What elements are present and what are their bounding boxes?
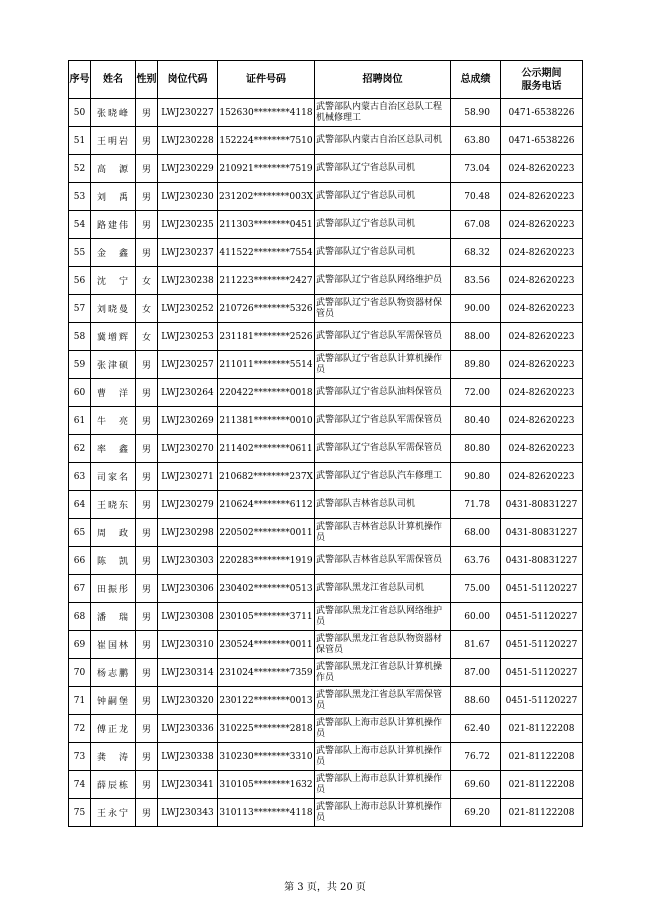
cell-id-number: 211402********0611	[218, 435, 315, 463]
table-row	[69, 379, 583, 407]
cell-name: 王明岩	[91, 127, 136, 155]
cell-id-number: 211011********5514	[218, 351, 315, 379]
cell-id-number: 310225********2818	[218, 715, 315, 743]
table-row	[69, 295, 583, 323]
header-score: 总成绩	[451, 61, 501, 99]
cell-post: 武警部队辽宁省总队司机	[315, 183, 451, 211]
cell-post-code: LWJ230229	[158, 155, 218, 183]
cell-score: 90.80	[451, 463, 501, 491]
cell-post-code: LWJ230314	[158, 659, 218, 687]
cell-post: 武警部队辽宁省总队汽车修理工	[315, 463, 451, 491]
cell-no: 73	[69, 743, 91, 771]
cell-name: 率鑫	[91, 435, 136, 463]
cell-post-code: LWJ230238	[158, 267, 218, 295]
cell-phone: 0451-51120227	[501, 603, 583, 631]
cell-name: 张晓峰	[91, 99, 136, 127]
cell-no: 72	[69, 715, 91, 743]
header-no: 序号	[69, 61, 91, 99]
table-row	[69, 127, 583, 155]
cell-id-number: 231024********7359	[218, 659, 315, 687]
table-row	[69, 743, 583, 771]
cell-gender: 女	[136, 267, 158, 295]
cell-post-code: LWJ230306	[158, 575, 218, 603]
header-post: 招聘岗位	[315, 61, 451, 99]
cell-id-number: 310113********4118	[218, 799, 315, 827]
cell-no: 59	[69, 351, 91, 379]
cell-no: 55	[69, 239, 91, 267]
cell-gender: 男	[136, 575, 158, 603]
cell-score: 69.60	[451, 771, 501, 799]
cell-score: 87.00	[451, 659, 501, 687]
cell-score: 68.32	[451, 239, 501, 267]
cell-score: 89.80	[451, 351, 501, 379]
cell-phone: 024-82620223	[501, 407, 583, 435]
cell-no: 51	[69, 127, 91, 155]
table-row	[69, 267, 583, 295]
cell-post-code: LWJ230298	[158, 519, 218, 547]
cell-id-number: 210726********5326	[218, 295, 315, 323]
cell-id-number: 220422********0018	[218, 379, 315, 407]
cell-no: 62	[69, 435, 91, 463]
table-row	[69, 547, 583, 575]
header-row	[69, 61, 583, 99]
cell-score: 62.40	[451, 715, 501, 743]
header-phone: 公示期间 服务电话	[501, 61, 583, 99]
cell-name: 高源	[91, 155, 136, 183]
cell-phone: 024-82620223	[501, 267, 583, 295]
cell-post-code: LWJ230310	[158, 631, 218, 659]
cell-post: 武警部队辽宁省总队司机	[315, 211, 451, 239]
cell-id-number: 230122********0013	[218, 687, 315, 715]
cell-name: 傅正龙	[91, 715, 136, 743]
cell-id-number: 310105********1632	[218, 771, 315, 799]
cell-gender: 男	[136, 603, 158, 631]
cell-post-code: LWJ230320	[158, 687, 218, 715]
cell-gender: 男	[136, 491, 158, 519]
table-row	[69, 687, 583, 715]
cell-name: 王永宁	[91, 799, 136, 827]
cell-no: 67	[69, 575, 91, 603]
table-row	[69, 183, 583, 211]
results-table	[68, 60, 583, 827]
cell-name: 曹洋	[91, 379, 136, 407]
cell-no: 69	[69, 631, 91, 659]
cell-no: 50	[69, 99, 91, 127]
cell-no: 71	[69, 687, 91, 715]
cell-post-code: LWJ230308	[158, 603, 218, 631]
cell-name: 陈凯	[91, 547, 136, 575]
cell-score: 71.78	[451, 491, 501, 519]
cell-id-number: 211223********2427	[218, 267, 315, 295]
table-row	[69, 771, 583, 799]
table-row	[69, 491, 583, 519]
table-row	[69, 99, 583, 127]
header-name: 姓名	[91, 61, 136, 99]
cell-name: 司家名	[91, 463, 136, 491]
cell-name: 沈宁	[91, 267, 136, 295]
cell-name: 潘瑞	[91, 603, 136, 631]
cell-score: 67.08	[451, 211, 501, 239]
table-row	[69, 155, 583, 183]
cell-gender: 女	[136, 323, 158, 351]
cell-post-code: LWJ230270	[158, 435, 218, 463]
cell-gender: 男	[136, 519, 158, 547]
page-footer: 第 3 页，共 20 页	[284, 882, 366, 893]
cell-post: 武警部队辽宁省总队军需保管员	[315, 323, 451, 351]
cell-score: 70.48	[451, 183, 501, 211]
cell-score: 69.20	[451, 799, 501, 827]
cell-no: 53	[69, 183, 91, 211]
cell-id-number: 220283********1919	[218, 547, 315, 575]
cell-id-number: 152630********4118	[218, 99, 315, 127]
cell-phone: 021-81122208	[501, 743, 583, 771]
cell-post: 武警部队黑龙江省总队司机	[315, 575, 451, 603]
cell-name: 刘禹	[91, 183, 136, 211]
cell-no: 61	[69, 407, 91, 435]
cell-id-number: 411522********7554	[218, 239, 315, 267]
cell-post: 武警部队辽宁省总队军需保管员	[315, 435, 451, 463]
cell-score: 68.00	[451, 519, 501, 547]
cell-post-code: LWJ230264	[158, 379, 218, 407]
cell-no: 52	[69, 155, 91, 183]
cell-post-code: LWJ230336	[158, 715, 218, 743]
cell-no: 74	[69, 771, 91, 799]
cell-phone: 024-82620223	[501, 183, 583, 211]
cell-post: 武警部队吉林省总队军需保管员	[315, 547, 451, 575]
cell-post-code: LWJ230235	[158, 211, 218, 239]
cell-score: 90.00	[451, 295, 501, 323]
cell-gender: 男	[136, 407, 158, 435]
cell-id-number: 210624********6112	[218, 491, 315, 519]
cell-id-number: 152224********7510	[218, 127, 315, 155]
cell-gender: 女	[136, 295, 158, 323]
cell-score: 76.72	[451, 743, 501, 771]
cell-no: 58	[69, 323, 91, 351]
cell-score: 72.00	[451, 379, 501, 407]
cell-name: 刘晓曼	[91, 295, 136, 323]
cell-score: 88.60	[451, 687, 501, 715]
table-row	[69, 575, 583, 603]
table-row	[69, 519, 583, 547]
cell-post: 武警部队辽宁省总队网络维护员	[315, 267, 451, 295]
cell-post-code: LWJ230253	[158, 323, 218, 351]
cell-post-code: LWJ230252	[158, 295, 218, 323]
cell-name: 金鑫	[91, 239, 136, 267]
cell-gender: 男	[136, 379, 158, 407]
cell-phone: 021-81122208	[501, 771, 583, 799]
cell-no: 56	[69, 267, 91, 295]
cell-post: 武警部队上海市总队计算机操作员	[315, 715, 451, 743]
cell-phone: 0431-80831227	[501, 491, 583, 519]
cell-post-code: LWJ230228	[158, 127, 218, 155]
cell-post: 武警部队黑龙江省总队军需保管员	[315, 687, 451, 715]
cell-post-code: LWJ230279	[158, 491, 218, 519]
cell-post-code: LWJ230257	[158, 351, 218, 379]
cell-post-code: LWJ230227	[158, 99, 218, 127]
cell-gender: 男	[136, 631, 158, 659]
cell-post-code: LWJ230303	[158, 547, 218, 575]
cell-name: 冀增辉	[91, 323, 136, 351]
cell-post-code: LWJ230343	[158, 799, 218, 827]
cell-phone: 024-82620223	[501, 295, 583, 323]
cell-score: 83.56	[451, 267, 501, 295]
cell-gender: 男	[136, 687, 158, 715]
cell-id-number: 231202********003X	[218, 183, 315, 211]
cell-post: 武警部队辽宁省总队司机	[315, 239, 451, 267]
cell-post-code: LWJ230237	[158, 239, 218, 267]
cell-post: 武警部队黑龙江省总队物资器材保管员	[315, 631, 451, 659]
table-row	[69, 407, 583, 435]
cell-no: 60	[69, 379, 91, 407]
cell-post: 武警部队黑龙江省总队网络维护员	[315, 603, 451, 631]
table-row	[69, 659, 583, 687]
cell-post: 武警部队辽宁省总队计算机操作员	[315, 351, 451, 379]
cell-post: 武警部队内蒙古自治区总队工程机械修理工	[315, 99, 451, 127]
header-post-code: 岗位代码	[158, 61, 218, 99]
cell-no: 66	[69, 547, 91, 575]
cell-no: 63	[69, 463, 91, 491]
cell-no: 57	[69, 295, 91, 323]
cell-phone: 0471-6538226	[501, 99, 583, 127]
cell-gender: 男	[136, 211, 158, 239]
cell-post-code: LWJ230341	[158, 771, 218, 799]
cell-phone: 0451-51120227	[501, 687, 583, 715]
cell-score: 88.00	[451, 323, 501, 351]
cell-gender: 男	[136, 351, 158, 379]
cell-id-number: 211303********0451	[218, 211, 315, 239]
cell-name: 王晓东	[91, 491, 136, 519]
cell-score: 60.00	[451, 603, 501, 631]
cell-id-number: 210682********237X	[218, 463, 315, 491]
cell-gender: 男	[136, 127, 158, 155]
cell-phone: 0431-80831227	[501, 519, 583, 547]
cell-name: 钟嗣堡	[91, 687, 136, 715]
table-row	[69, 435, 583, 463]
cell-gender: 男	[136, 99, 158, 127]
cell-phone: 024-82620223	[501, 435, 583, 463]
cell-phone: 0431-80831227	[501, 547, 583, 575]
cell-no: 70	[69, 659, 91, 687]
cell-post: 武警部队吉林省总队司机	[315, 491, 451, 519]
header-id-number: 证件号码	[218, 61, 315, 99]
table-row	[69, 603, 583, 631]
cell-phone: 024-82620223	[501, 211, 583, 239]
cell-phone: 024-82620223	[501, 351, 583, 379]
table-row	[69, 323, 583, 351]
cell-id-number: 310230********3310	[218, 743, 315, 771]
cell-post: 武警部队上海市总队计算机操作员	[315, 743, 451, 771]
cell-gender: 男	[136, 771, 158, 799]
cell-name: 崔国林	[91, 631, 136, 659]
table-row	[69, 211, 583, 239]
cell-name: 薛辰栋	[91, 771, 136, 799]
cell-score: 80.80	[451, 435, 501, 463]
cell-id-number: 210921********7519	[218, 155, 315, 183]
cell-name: 牛亮	[91, 407, 136, 435]
cell-phone: 024-82620223	[501, 463, 583, 491]
cell-phone: 024-82620223	[501, 155, 583, 183]
cell-no: 64	[69, 491, 91, 519]
header-gender: 性别	[136, 61, 158, 99]
cell-gender: 男	[136, 659, 158, 687]
cell-post-code: LWJ230338	[158, 743, 218, 771]
cell-post-code: LWJ230271	[158, 463, 218, 491]
cell-name: 田振彤	[91, 575, 136, 603]
table-row	[69, 239, 583, 267]
cell-phone: 021-81122208	[501, 799, 583, 827]
table-row	[69, 351, 583, 379]
cell-name: 杨志鹏	[91, 659, 136, 687]
cell-post: 武警部队上海市总队计算机操作员	[315, 771, 451, 799]
cell-post: 武警部队辽宁省总队油料保管员	[315, 379, 451, 407]
cell-phone: 0471-6538226	[501, 127, 583, 155]
cell-post: 武警部队辽宁省总队物资器材保管员	[315, 295, 451, 323]
cell-post-code: LWJ230230	[158, 183, 218, 211]
table-row	[69, 631, 583, 659]
cell-post-code: LWJ230269	[158, 407, 218, 435]
cell-score: 63.76	[451, 547, 501, 575]
cell-name: 周政	[91, 519, 136, 547]
table-row	[69, 799, 583, 827]
cell-post: 武警部队内蒙古自治区总队司机	[315, 127, 451, 155]
cell-gender: 男	[136, 463, 158, 491]
cell-gender: 男	[136, 435, 158, 463]
cell-score: 75.00	[451, 575, 501, 603]
cell-phone: 024-82620223	[501, 323, 583, 351]
cell-post: 武警部队辽宁省总队军需保管员	[315, 407, 451, 435]
cell-score: 58.90	[451, 99, 501, 127]
cell-gender: 男	[136, 547, 158, 575]
cell-phone: 0451-51120227	[501, 631, 583, 659]
cell-post: 武警部队吉林省总队计算机操作员	[315, 519, 451, 547]
cell-score: 80.40	[451, 407, 501, 435]
cell-id-number: 230402********0513	[218, 575, 315, 603]
table-row	[69, 715, 583, 743]
cell-id-number: 211381********0010	[218, 407, 315, 435]
cell-phone: 0451-51120227	[501, 575, 583, 603]
cell-id-number: 230105********3711	[218, 603, 315, 631]
cell-id-number: 231181********2526	[218, 323, 315, 351]
cell-id-number: 220502********0011	[218, 519, 315, 547]
cell-gender: 男	[136, 183, 158, 211]
cell-score: 81.67	[451, 631, 501, 659]
cell-name: 张津硕	[91, 351, 136, 379]
cell-id-number: 230524********0011	[218, 631, 315, 659]
cell-gender: 男	[136, 155, 158, 183]
cell-score: 73.04	[451, 155, 501, 183]
cell-post: 武警部队黑龙江省总队计算机操作员	[315, 659, 451, 687]
cell-gender: 男	[136, 715, 158, 743]
cell-gender: 男	[136, 799, 158, 827]
cell-name: 路建伟	[91, 211, 136, 239]
cell-phone: 024-82620223	[501, 379, 583, 407]
cell-phone: 021-81122208	[501, 715, 583, 743]
cell-phone: 0451-51120227	[501, 659, 583, 687]
cell-no: 65	[69, 519, 91, 547]
cell-no: 54	[69, 211, 91, 239]
table-row	[69, 463, 583, 491]
cell-gender: 男	[136, 743, 158, 771]
cell-post: 武警部队辽宁省总队司机	[315, 155, 451, 183]
cell-gender: 男	[136, 239, 158, 267]
cell-phone: 024-82620223	[501, 239, 583, 267]
cell-post: 武警部队上海市总队计算机操作员	[315, 799, 451, 827]
cell-no: 75	[69, 799, 91, 827]
cell-name: 龚涛	[91, 743, 136, 771]
cell-no: 68	[69, 603, 91, 631]
cell-score: 63.80	[451, 127, 501, 155]
